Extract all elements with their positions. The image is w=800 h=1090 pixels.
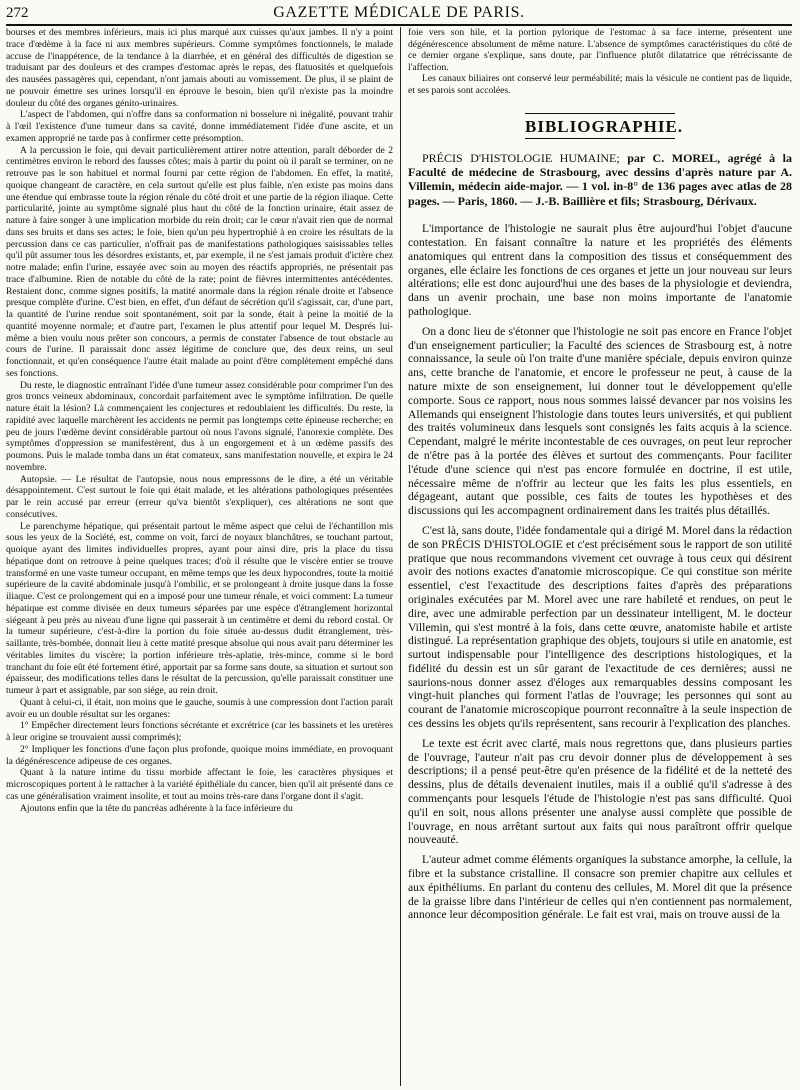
paragraph: 1° Empêcher directement leurs fonctions sécrétante et excrétrice (car les bassinets et les uretères à leur origine se trouvaient aussi comprimés); bbox=[6, 720, 393, 743]
column-divider bbox=[400, 27, 401, 1086]
paragraph: Ajoutons enfin que la tête du pancréas adhérente à la face inférieure du bbox=[20, 802, 293, 814]
paragraph: Les canaux biliaires ont conservé leur perméabilité; mais la vésicule ne contient pas de liquide, et ses parois sont accolées. bbox=[408, 73, 792, 96]
paragraph: 2° Impliquer les fonctions d'une façon plus profonde, quoique moins immédiate, en provoquant la dégénérescence adipeuse de ces organes. bbox=[6, 743, 393, 767]
paragraph: L'auteur admet comme éléments organiques la substance amorphe, la cellule, la fibre et la substance cristalline. Il consacre son premier chapitre aux cellules et aux épithéliums. En parlant du contenu des cellules, M. Morel dit que la présence de la graisse libre dans l'intérieur de celles qui n'en contiennent pas normalement, annonce leur décomposition générale. Le fait est vrai, mais on trouve aussi de la bbox=[408, 853, 792, 922]
paragraph: Le texte est écrit avec clarté, mais nous regrettons que, dans plusieurs parties de l'ouvrage, l'auteur n'ait pas cru devoir donner plus de développement à ses descriptions; il a pensé peut-être qu'en présence de la fidélité et de la netteté des dessins, plus de détails devenaient inutiles, mais il a oublié qu'il s'adresse à des commençants pour lesquels l'étude de l'histologie n'est pas sans difficulté. Quoi qu'il en soit, nous allons présenter une analyse aussi complète que possible de l'ouvrage, en nous arrêtant surtout aux faits qui nous paraîtront offrir quelque nouveauté. bbox=[408, 736, 792, 847]
paragraph: foie vers son hile, et la portion pylorique de l'estomac à sa face interne, présentent une dégénérescence absolument de même nature. L'absence de symptômes caractéristiques du côté de ce dernier organe s'explique, sans doute, par l'influence plutôt dilatatrice que rétrécissante de l'affection. bbox=[408, 27, 792, 73]
bibliography-entry bbox=[408, 151, 792, 209]
paragraph: Le parenchyme hépatique, qui présentait partout le même aspect que celui de l'échantillon mis sous les yeux de la Société, est, comme on voit, farci de noyaux blanchâtres, se touchant partout, quoique ayant des limites individuelles propres, ayant pour ainsi dire, pris la place du tissu hépatique dont on retrouve à peine quelques traces; d'où il résulte que le viscère entier se trouve transformé en une vaste tumeur occupant, en même temps que les deux hypocondres, toute la moitié supérieure de la cavité abdominale jusqu'à l'ombilic, et se prolongeant à droite jusque dans la fosse iliaque. C'est ce prolongement qui en a imposé pour une tumeur rénale, et voici comment: La tumeur hépatique est comme divisée en deux tumeurs séparées par une espèce d'étranglement horizontal siégeant à peu près au niveau d'une ligne qui passerait à un centimètre et demi du rebord costal. Or la tumeur supérieure, c'est-à-dire la portion du foie située au-dessus dudit étranglement, très-saillante, très-bombée, donnait lieu à cette matité presque absolue qui nous avait paru déterminer les véritables limites du viscère; la portion inférieure très-aplatie, très-mince, comme si le bord tranchant du foie eût été fortement étiré, apportait par sa forme sans doute, sa situation et surtout son épaisseur, des modifications telles dans le résultat de la percussion, qu'elle paraissait constituer une tumeur à part et assignable, par son siége, au rein droit. bbox=[6, 520, 393, 696]
paragraph: Du reste, le diagnostic entraînant l'idée d'une tumeur assez considérable pour comprimer l'un des gros troncs veineux abdominaux, concordait parfaitement avec le symptôme infiltration. De quelle nature était la lésion? Là commençaient les conjectures et redoublaient les difficultés. Du reste, la rapidité avec laquelle marchèrent les accidents ne permit pas longtemps cette épineuse recherche; en peu de jours l'œdème devint considérable partout où nous l'avons signalé, l'anorexie complète. Des symptômes d'oppression se manifestèrent, dus à un engorgement et à un œdème passifs des poumons. Puis le malade tomba dans un état comateux, sans manifestation nouvelle, et expira le 24 novembre. bbox=[6, 379, 393, 473]
page-number: 272 bbox=[6, 5, 29, 21]
paragraph: Quant à la nature intime du tissu morbide affectant le foie, les caractères physiques et microscopiques portent à le rattacher à la variété épithéliale du cancer, bien qu'il ait présenté dans ce cas une généralisation vraiment insolite, et tout au moins très-rare dans l'organe dont il s'agit. bbox=[6, 767, 393, 802]
paragraph: A la percussion le foie, qui devait particulièrement attirer notre attention, paraît déborder de 2 centimètres environ le rebord des fausses côtes; mais à partir du point où il paraît se terminer, on ne retrouve pas le son habituel et normal fourni par cette région de l'abdomen. En effet, la matité, quoique changeant de caractère, en cela surtout qu'elle est plus faible, n'en existe pas moins dans une étendue qui embrasse toute la région rénale du côté droit et une partie de la région iliaque. Cette particularité, jointe au symptôme signalé plus haut du côté de la fonction urinaire, était assez de nature à faire songer à une implication morbide du rein droit; car le cœur n'avait rien que de normal dans ses bruits et dans ses actes; le foie, bien qu'un peu hypertrophié à en croire les résultats de la percussion dans ce cas particulier, n'offrait pas de manifestations pathologiques saisissables telles qu'il pût assumer tous les désordres existants, et, par exemple, il ne s'est jamais produit d'ictère chez notre malade; enfin l'urine, essayée avec soin au moyen des réactifs appropriés, ne présentait pas trace d'albumine. Rien de notable du côté de la rate; point de fièvres intermittentes antécédentes. Restaient donc, comme signes positifs, la matité anormale dans la région rénale droite et l'absence presque complète d'urine. C'est bien, en effet, d'un défaut de sécrétion qu'il s'agissait, car, d'une part, la quantité de l'urine rendue soit spontanément, soit par la sonde, était à peine la moitié de la quantité moyenne normale; et d'autre part, l'examen le plus attentif pour lequel M. Després lui-même a bien voulu nous prêter son concours, a permis de constater l'absence de tout obstacle au cours de l'urine. Il paraissait donc assez légitime de conclure que, des deux reins, un seul fonctionnait, et qu'en conséquence l'autre était malade au point d'être complètement empêché dans ses fonctions. bbox=[6, 144, 393, 379]
paragraph: Quant à celui-ci, il était, non moins que le gauche, soumis à une compression dont l'action paraît avoir eu un double résultat sur les organes: bbox=[6, 696, 393, 720]
section-title: BIBLIOGRAPHIE. bbox=[525, 113, 675, 139]
page-header bbox=[6, 0, 792, 26]
paragraph: C'est là, sans doute, l'idée fondamentale qui a dirigé M. Morel dans la rédaction de son PRÉCIS D'HISTOLOGIE et c'est précisément sous le rapport de son utilité pratique que nous recommandons vivement cet ouvrage à tous ceux qui désirent avoir des notions exactes d'anatomie microscopique. Ce qui constitue son mérite essentiel, c'est l'exactitude des descriptions faites d'après des préparations originales exécutées par M. Morel avec une rare habileté et rendues, on peut le dire, avec une admirable perfection par un dessinateur intelligent, M. le docteur Villemin, qui s'est montré à la fois, dans cette œuvre, anatomiste habile et artiste distingué. La représentation graphique des objets, toujours si utile en anatomie, est surtout indispensable pour l'intelligence des descriptions histologiques, et la fidélité du dessin est un sûr garant de l'exactitude de ces dernières; aussi ne saurions-nous donner assez d'éloges aux remarquables dessins composant les vingt-huit planches qui forment l'atlas de l'ouvrage; les personnes qui sont au courant de l'anatomie microscopique pourront reconnaître à la seule inspection de ces dessins les objets qu'ils représentent, sans recourir à l'explication des planches. bbox=[408, 523, 792, 731]
paragraph: L'importance de l'histologie ne saurait plus être aujourd'hui l'objet d'aucune contestation. En faisant connaître la nature et les propriétés des éléments anatomiques qui entrent dans la composition des tissus et conséquemment des organes, elle éclaire les fonctions de ces organes et jette un jour nouveau sur leurs altérations; elle est donc aujourd'hui une des bases de la physiologie et deviendra, dans un avenir prochain, une base non moins importante de l'anatomie pathologique. bbox=[408, 222, 792, 318]
continued-article bbox=[408, 27, 792, 97]
left-column bbox=[6, 27, 393, 1088]
paragraph: L'aspect de l'abdomen, qui n'offre dans sa conformation ni bosselure ni inégalité, pouvant trahir à l'œil l'existence d'une tumeur dans sa cavité, donne immédiatement l'idée d'une ascite, et un examen approprié ne tarde pas à confirmer cette présomption. bbox=[6, 109, 393, 144]
book-details: par C. MOREL, agrégé à la Faculté de médecine de Strasbourg, avec dessins d'après nature par A. Villemin, médecin aide-major. — 1 vol. in-8° de 136 pages avec atlas de 28 pages. — Paris, 1860. — J.-B. Baillière et fils; Strasbourg, Dérivaux. bbox=[408, 150, 792, 208]
paragraph: On a donc lieu de s'étonner que l'histologie ne soit pas encore en France l'objet d'un enseignement particulier; la Faculté des sciences de Strasbourg est, à notre connaissance, la seule où l'on traite d'une manière spéciale, depuis environ quinze ans, cette branche de l'anatomie, et encore le professeur ne peut, à cause de la nature mixte de son enseignement, lui donner tout le développement qu'elle comporte. Sous ce rapport, nous nous sommes laissé devancer par nos voisins les Allemands qui enseignent l'histologie dans toutes leurs universités, et qui publient des traités volumineux dans lesquels sont consignés les faits acquis à la science. Cependant, malgré le mérite incontestable de ces ouvrages, on peut leur reprocher de n'être pas à la portée des élèves et surtout des commençants. Pour faciliter l'étude d'une science qui n'est pas encore formulée en doctrine, il est utile, nécessaire même de n'offrir au lecteur que les faits les plus essentiels, en dégageant, autant que possible, ces faits de toutes les hypothèses et des discussions qui les accompagnent ordinairement dans les traités plus détaillés. bbox=[408, 324, 792, 518]
review-body bbox=[408, 222, 792, 922]
book-title: PRÉCIS D'HISTOLOGIE HUMAINE; bbox=[422, 150, 620, 165]
running-title: GAZETTE MÉDICALE DE PARIS. bbox=[273, 4, 525, 21]
paragraph: bourses et des membres inférieurs, mais ici plus marqué aux cuisses qu'aux jambes. Il n'y a point trace d'œdème à la face ni aux membres supérieurs. Comme symptômes fonctionnels, le malade accuse de l'inappétence, de la tendance à la diarrhée, et en général des difficultés de digestion se traduisant par des douleurs et des crampes d'estomac après le repas, des flatuosités et quelquefois des nausées passagères qui, cependant, n'ont jamais abouti au vomissement. De plus, il se plaint de ne pouvoir émettre ses urines lorsqu'il en éprouve le besoin, bien qu'il n'existe pas la moindre douleur du côté des organes génito-urinaires. bbox=[6, 27, 393, 109]
right-column bbox=[408, 27, 792, 1088]
paragraph: Autopsie. — Le résultat de l'autopsie, nous nous empressons de le dire, a été un véritable désappointement. C'est surtout le foie qui était malade, et les altérations pathologiques présentées par le rein accusé par erreur (erreur qu'va bientôt s'expliquer), ces altérations ne sont que consécutives. bbox=[6, 473, 393, 520]
